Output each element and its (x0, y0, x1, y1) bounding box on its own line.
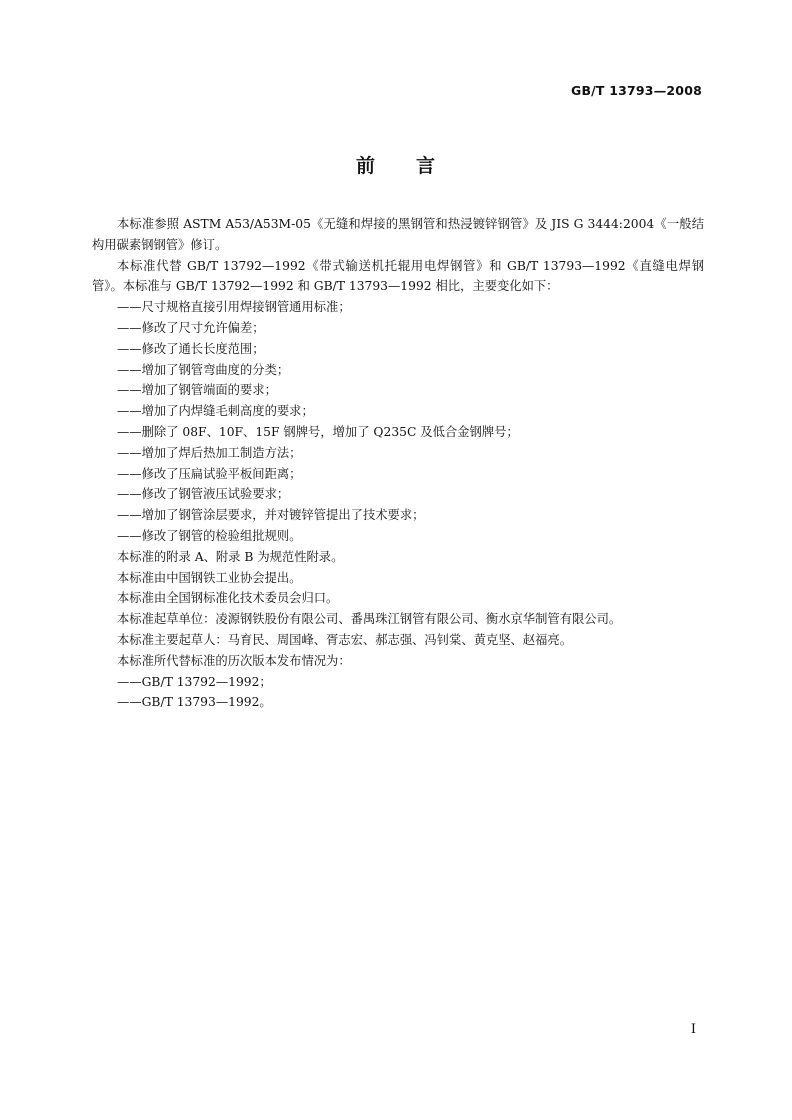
foreword-body (92, 214, 704, 713)
change-item: ——修改了钢管液压试验要求； (117, 487, 290, 502)
history-item: ——GB/T 13792—1992； (117, 674, 272, 689)
intro-paragraph: 本标准参照 ASTM A53/A53M-05《无缝和焊接的黑钢管和热浸镀锌钢管》及 JIS G 3444:2004《一般结构用碳素钢钢管》修订。 (92, 217, 704, 252)
change-item: ——增加了钢管涂层要求，并对镀锌管提出了技术要求； (117, 508, 425, 523)
statement-line: 本标准所代替标准的历次版本发布情况为： (117, 653, 351, 668)
statement-line: 本标准由中国钢铁工业协会提出。 (117, 570, 302, 585)
change-item: ——删除了 08F、10F、15F 钢牌号，增加了 Q235C 及低合金钢牌号； (117, 424, 519, 439)
statement-line: 本标准由全国钢标准化技术委员会归口。 (117, 591, 339, 606)
page-title: 前 言 (355, 155, 436, 177)
change-item: ——增加了钢管端面的要求； (117, 383, 277, 398)
standard-code-header: GB/T 13793—2008 (570, 83, 702, 98)
change-item: ——尺寸规格直接引用焊接钢管通用标准； (117, 300, 351, 315)
statement-line: 本标准起草单位：凌源钢铁股份有限公司、番禺珠江钢管有限公司、衡水京华制管有限公司。 (117, 612, 622, 627)
history-item: ——GB/T 13793—1992。 (117, 695, 272, 710)
change-item: ——修改了尺寸允许偏差； (117, 320, 265, 335)
change-item: ——增加了焊后热加工制造方法； (117, 445, 302, 460)
change-item: ——修改了钢管的检验组批规则。 (117, 528, 302, 543)
change-item: ——增加了钢管弯曲度的分类； (117, 362, 290, 377)
change-item: ——修改了压扁试验平板间距离； (117, 466, 302, 481)
change-item: ——增加了内焊缝毛刺高度的要求； (117, 404, 314, 419)
statement-line: 本标准的附录 A、附录 B 为规范性附录。 (117, 549, 344, 564)
statement-line: 本标准主要起草人：马育民、周国峰、胥志宏、郝志强、冯钊棠、黄克坚、赵福亮。 (117, 632, 572, 647)
change-item: ——修改了通长长度范围； (117, 341, 265, 356)
intro-paragraph: 本标准代替 GB/T 13792—1992《带式输送机托辊用电焊钢管》和 GB/T 13793—1992《直缝电焊钢管》。本标准与 GB/T 13792—1992 和 GB/T 13793—1992 相比，主要变化如下： (92, 258, 704, 294)
page-number: I (690, 1022, 696, 1037)
